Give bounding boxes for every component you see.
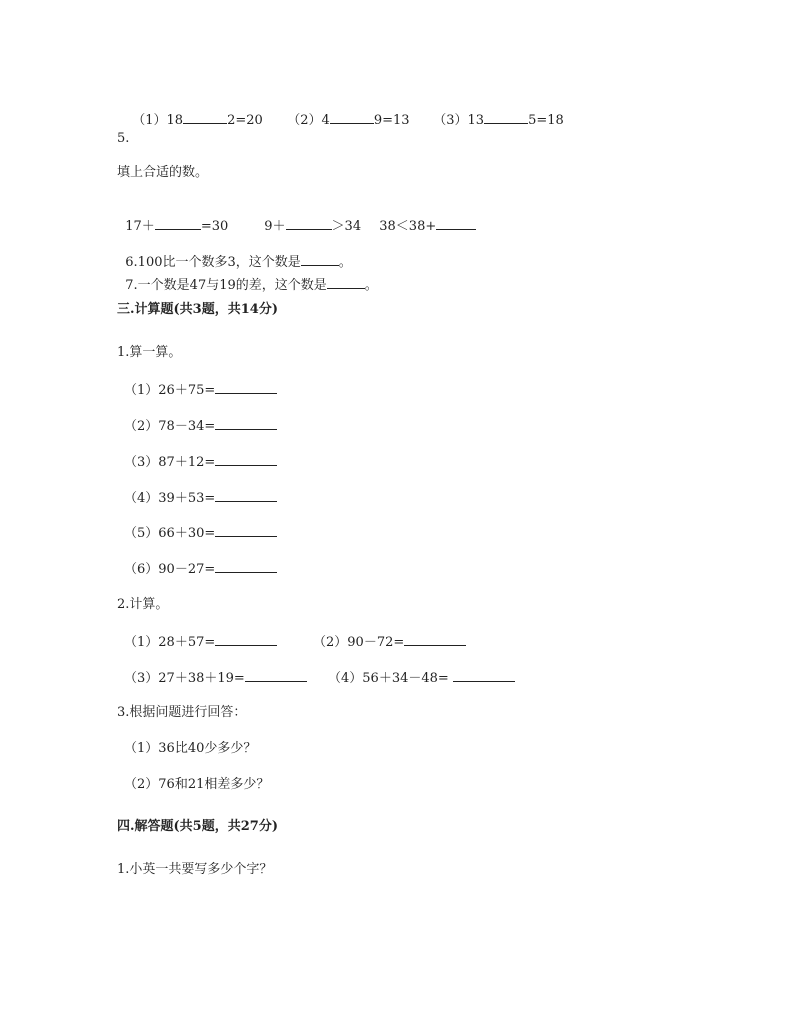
calc-item-text: （2）90－72= [313, 635, 405, 650]
answer-blank[interactable] [453, 669, 515, 682]
calc-item-text: （2）78－34= [124, 419, 216, 434]
question-6-end: 。 [338, 255, 352, 270]
question-6-text: 6.100比一个数多3，这个数是 [125, 255, 301, 270]
fill-item-3-prefix: （3）13 [433, 113, 485, 128]
answer-blank[interactable] [245, 669, 307, 682]
answer-blank[interactable] [404, 633, 466, 646]
section-3-q1-title: 1.算一算。 [117, 345, 182, 360]
fill-item-1-prefix: （1）18 [132, 113, 184, 128]
calc-item [328, 669, 515, 687]
calc-item [124, 669, 307, 687]
answer-blank[interactable] [484, 111, 528, 124]
fill-item-2-prefix: （2）4 [287, 113, 330, 128]
section-3-title: 三.计算题(共3题，共14分) [117, 302, 278, 317]
calc-item [313, 633, 466, 651]
section-4-q1-title: 1.小英一共要写多少个字？ [117, 862, 273, 877]
calc-item-text: （1）26＋75= [124, 383, 216, 398]
answer-blank[interactable] [155, 217, 201, 230]
calc-item [124, 524, 277, 542]
answer-blank[interactable] [215, 381, 277, 394]
calc-item [124, 489, 277, 507]
q5-item-1-suffix: =30 [200, 219, 229, 234]
q5-item-2-suffix: ＞34 [331, 219, 362, 234]
q5-item-3-prefix: 38＜38+ [379, 219, 437, 234]
q5-item-1 [117, 201, 228, 235]
calc-item-text: （4）56＋34－48= [328, 671, 453, 686]
calc-item-text: （3）27＋38＋19= [124, 671, 245, 686]
answer-blank[interactable] [436, 217, 476, 230]
fill-item-1 [124, 95, 263, 129]
calc-item [124, 453, 277, 471]
section-4-title: 四.解答题(共5题，共27分) [117, 819, 278, 834]
calc-item-text: （4）39＋53= [124, 491, 216, 506]
fill-item-1-suffix: 2=20 [227, 113, 263, 128]
calc-item [124, 560, 277, 578]
answer-blank[interactable] [215, 560, 277, 573]
answer-blank[interactable] [215, 417, 277, 430]
question-item: （1）36比40少多少？ [124, 741, 257, 756]
answer-blank[interactable] [215, 453, 277, 466]
fill-item-3-suffix: 5=18 [528, 113, 564, 128]
question-7-end: 。 [364, 278, 378, 293]
calc-item-text: （5）66＋30= [124, 526, 216, 541]
answer-blank[interactable] [215, 633, 277, 646]
section-3-q3-title: 3.根据问题进行回答： [117, 705, 247, 720]
q5-item-3 [371, 201, 476, 235]
calc-item [124, 381, 277, 399]
question-7 [117, 260, 378, 294]
answer-blank[interactable] [215, 524, 277, 537]
calc-item-text: （1）28＋57= [124, 635, 216, 650]
question-5-number: 5. [117, 131, 130, 146]
question-5-prompt: 填上合适的数。 [117, 165, 209, 180]
calc-item [124, 417, 277, 435]
answer-blank[interactable] [183, 111, 227, 124]
fill-item-2 [279, 95, 410, 129]
calc-item [124, 633, 277, 651]
question-item: （2）76和21相差多少？ [124, 777, 270, 792]
fill-item-2-suffix: 9=13 [373, 113, 410, 128]
answer-blank[interactable] [330, 111, 374, 124]
q5-item-1-prefix: 17＋ [125, 219, 155, 234]
fill-item-3 [425, 95, 564, 129]
answer-blank[interactable] [286, 217, 332, 230]
answer-blank[interactable] [327, 276, 365, 289]
q5-item-2 [256, 201, 361, 235]
section-3-q2-title: 2.计算。 [117, 597, 169, 612]
calc-item-text: （3）87＋12= [124, 455, 216, 470]
question-7-text: 7.一个数是47与19的差，这个数是 [125, 278, 327, 293]
calc-item-text: （6）90－27= [124, 562, 216, 577]
answer-blank[interactable] [215, 489, 277, 502]
q5-item-2-prefix: 9＋ [264, 219, 286, 234]
